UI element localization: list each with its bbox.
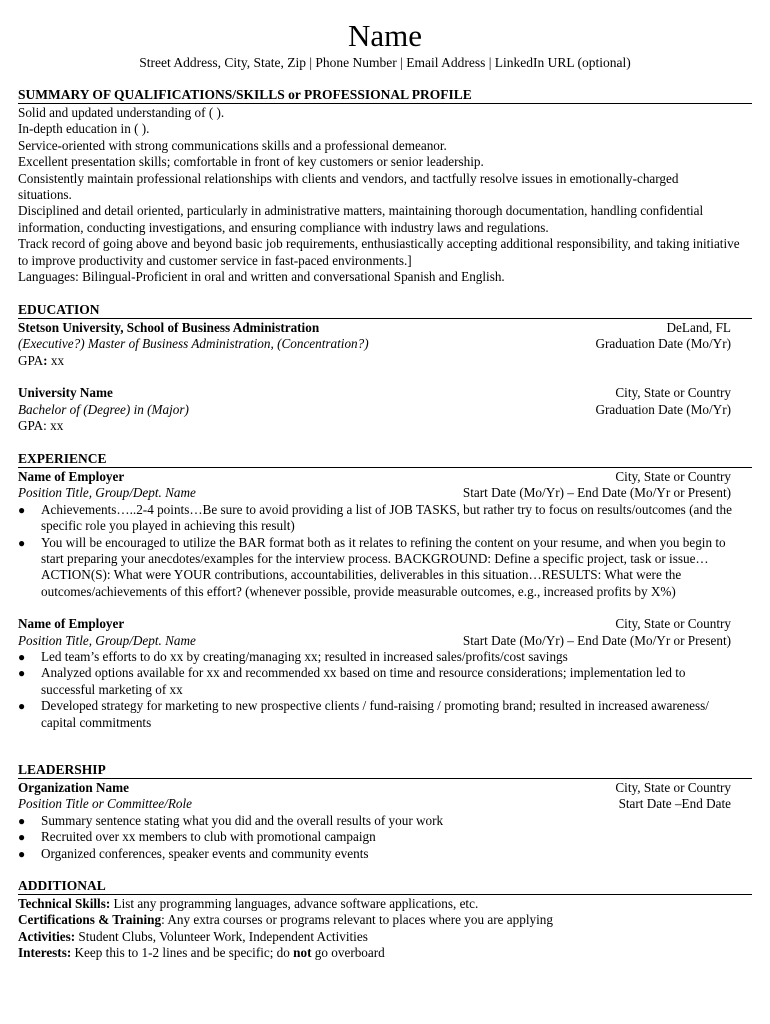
bullet-icon: ● xyxy=(18,846,26,861)
summary-line: In-depth education in ( ). xyxy=(18,121,150,137)
summary-line: Solid and updated understanding of ( ). xyxy=(18,105,225,120)
education-section xyxy=(18,302,752,434)
job-header xyxy=(18,616,752,632)
job-position-row xyxy=(18,633,752,649)
degree: (Executive?) Master of Business Administration, (Concentration?) xyxy=(18,336,369,352)
list-item: ● Achievements…..2-4 points…Be sure to avoid providing a list of JOB TASKS, but rather try to focus on results/outcomes (and the specific role you played in achieving this result) xyxy=(18,501,732,534)
bullet-icon: ● xyxy=(18,650,26,665)
graduation-date: Graduation Date (Mo/Yr) xyxy=(595,401,731,417)
job-header xyxy=(18,469,752,485)
summary-line: Disciplined and detail oriented, particularly in administrative matters, maintaining thorough documentation, handling confidential information, conducting investigations, and ensuring compliance with industry laws and regulations. xyxy=(18,203,704,235)
summary-line: Service-oriented with strong communications skills and a professional demeanor. xyxy=(18,137,447,153)
interests-line: Interests: Keep this to 1-2 lines and be specific; do not go overboard xyxy=(18,945,385,961)
org-role-row xyxy=(18,796,752,812)
list-item: ● You will be encouraged to utilize the BAR format both as it relates to refining the content on your resume, and when you begin to start preparing your anecdotes/examples for the interview process. BACKGROUND: Define a specific project, task or issue…ACTION(S): What were YOUR contributions, accountabilities, deliverables in this situation…RESULTS: What were the outcomes/achievements of this effort? (whenever possible, provide measurable outcomes, e.g., increased profits by X%) xyxy=(18,534,726,599)
list-item: ● Analyzed options available for xx and recommended xx based on time and resource considerations; implementation led to successful marketing of xx xyxy=(18,665,686,697)
organization-name: Organization Name xyxy=(18,780,129,795)
position-title: Position Title, Group/Dept. Name xyxy=(18,632,196,648)
list-item: ● Summary sentence stating what you did and the overall results of your work xyxy=(18,812,444,828)
education-heading: EDUCATION xyxy=(18,302,752,319)
list-item: ● Recruited over xx members to club with promotional campaign xyxy=(18,829,376,845)
education-entry-header xyxy=(18,320,752,336)
bullet-icon: ● xyxy=(18,699,26,714)
certifications-line: Certifications & Training: Any extra courses or programs relevant to places where you are applying xyxy=(18,912,553,928)
list-item: ● Led team’s efforts to do xx by creating/managing xx; resulted in increased sales/profits/cost savings xyxy=(18,649,568,665)
job-location: City, State or Country xyxy=(615,616,731,632)
employer-name: Name of Employer xyxy=(18,616,125,632)
job-dates: Start Date (Mo/Yr) – End Date (Mo/Yr or Present) xyxy=(462,632,731,648)
leadership-heading: LEADERSHIP xyxy=(18,762,752,779)
school-name: Stetson University, School of Business Administration xyxy=(18,320,320,335)
employer-name: Name of Employer xyxy=(18,469,125,484)
job-dates: Start Date (Mo/Yr) – End Date (Mo/Yr or Present) xyxy=(462,485,731,501)
education-degree-row xyxy=(18,336,752,352)
technical-skills-line: Technical Skills: List any programming languages, advance software applications, etc. xyxy=(18,896,479,911)
summary-line: Consistently maintain professional relationships with clients and vendors, and tactfully resolve issues in emotionally-charged situations. xyxy=(18,170,679,203)
summary-section xyxy=(18,87,752,285)
experience-heading: EXPERIENCE xyxy=(18,451,752,468)
bullet-icon: ● xyxy=(18,535,26,550)
education-degree-row xyxy=(18,402,752,418)
position-title: Position Title, Group/Dept. Name xyxy=(18,485,196,501)
bullet-icon: ● xyxy=(18,813,26,828)
education-entry-header xyxy=(18,385,752,401)
school-name: University Name xyxy=(18,385,113,401)
leadership-section xyxy=(18,762,752,862)
school-location: City, State or Country xyxy=(615,385,731,401)
contact-line: Street Address, City, State, Zip | Phone Number | Email Address | LinkedIn URL (optional) xyxy=(139,55,631,70)
experience-section xyxy=(18,451,752,731)
bullet-icon: ● xyxy=(18,666,26,681)
graduation-date: Graduation Date (Mo/Yr) xyxy=(595,336,731,352)
additional-section xyxy=(18,878,752,962)
summary-line: Track record of going above and beyond basic job requirements, enthusiastically accepting additional responsibility, and taking initiative to improve productivity and customer service in fast-paced environments.] xyxy=(18,236,740,268)
summary-line: Excellent presentation skills; comfortable in front of key customers or senior leadership. xyxy=(18,154,484,170)
job-bullets xyxy=(18,502,752,600)
job-location: City, State or Country xyxy=(615,469,731,484)
leadership-bullets xyxy=(18,813,752,862)
additional-heading: ADDITIONAL xyxy=(18,878,752,895)
bullet-icon: ● xyxy=(18,830,26,845)
bullet-icon: ● xyxy=(18,502,26,517)
list-item: ● Developed strategy for marketing to new prospective clients / fund-raising / promoting brand; resulted in increased awareness/ capital commitments xyxy=(18,698,709,730)
job-bullets xyxy=(18,649,752,731)
list-item: ● Organized conferences, speaker events and community events xyxy=(18,845,369,861)
school-location: DeLand, FL xyxy=(666,320,731,335)
summary-heading: SUMMARY OF QUALIFICATIONS/SKILLS or PROFESSIONAL PROFILE xyxy=(18,87,752,104)
org-role: Position Title or Committee/Role xyxy=(18,796,192,812)
activities-line: Activities: Student Clubs, Volunteer Work, Independent Activities xyxy=(18,928,368,944)
job-position-row xyxy=(18,485,752,501)
org-dates: Start Date –End Date xyxy=(618,796,731,812)
org-location: City, State or Country xyxy=(615,780,731,795)
summary-line: Languages: Bilingual-Proficient in oral and written and conversational Spanish and English. xyxy=(18,269,505,285)
candidate-name: Name xyxy=(347,18,423,53)
gpa: GPA: xx xyxy=(18,418,64,434)
degree: Bachelor of (Degree) in (Major) xyxy=(18,401,189,417)
gpa: GPA: xx xyxy=(18,352,65,368)
org-header xyxy=(18,780,752,796)
